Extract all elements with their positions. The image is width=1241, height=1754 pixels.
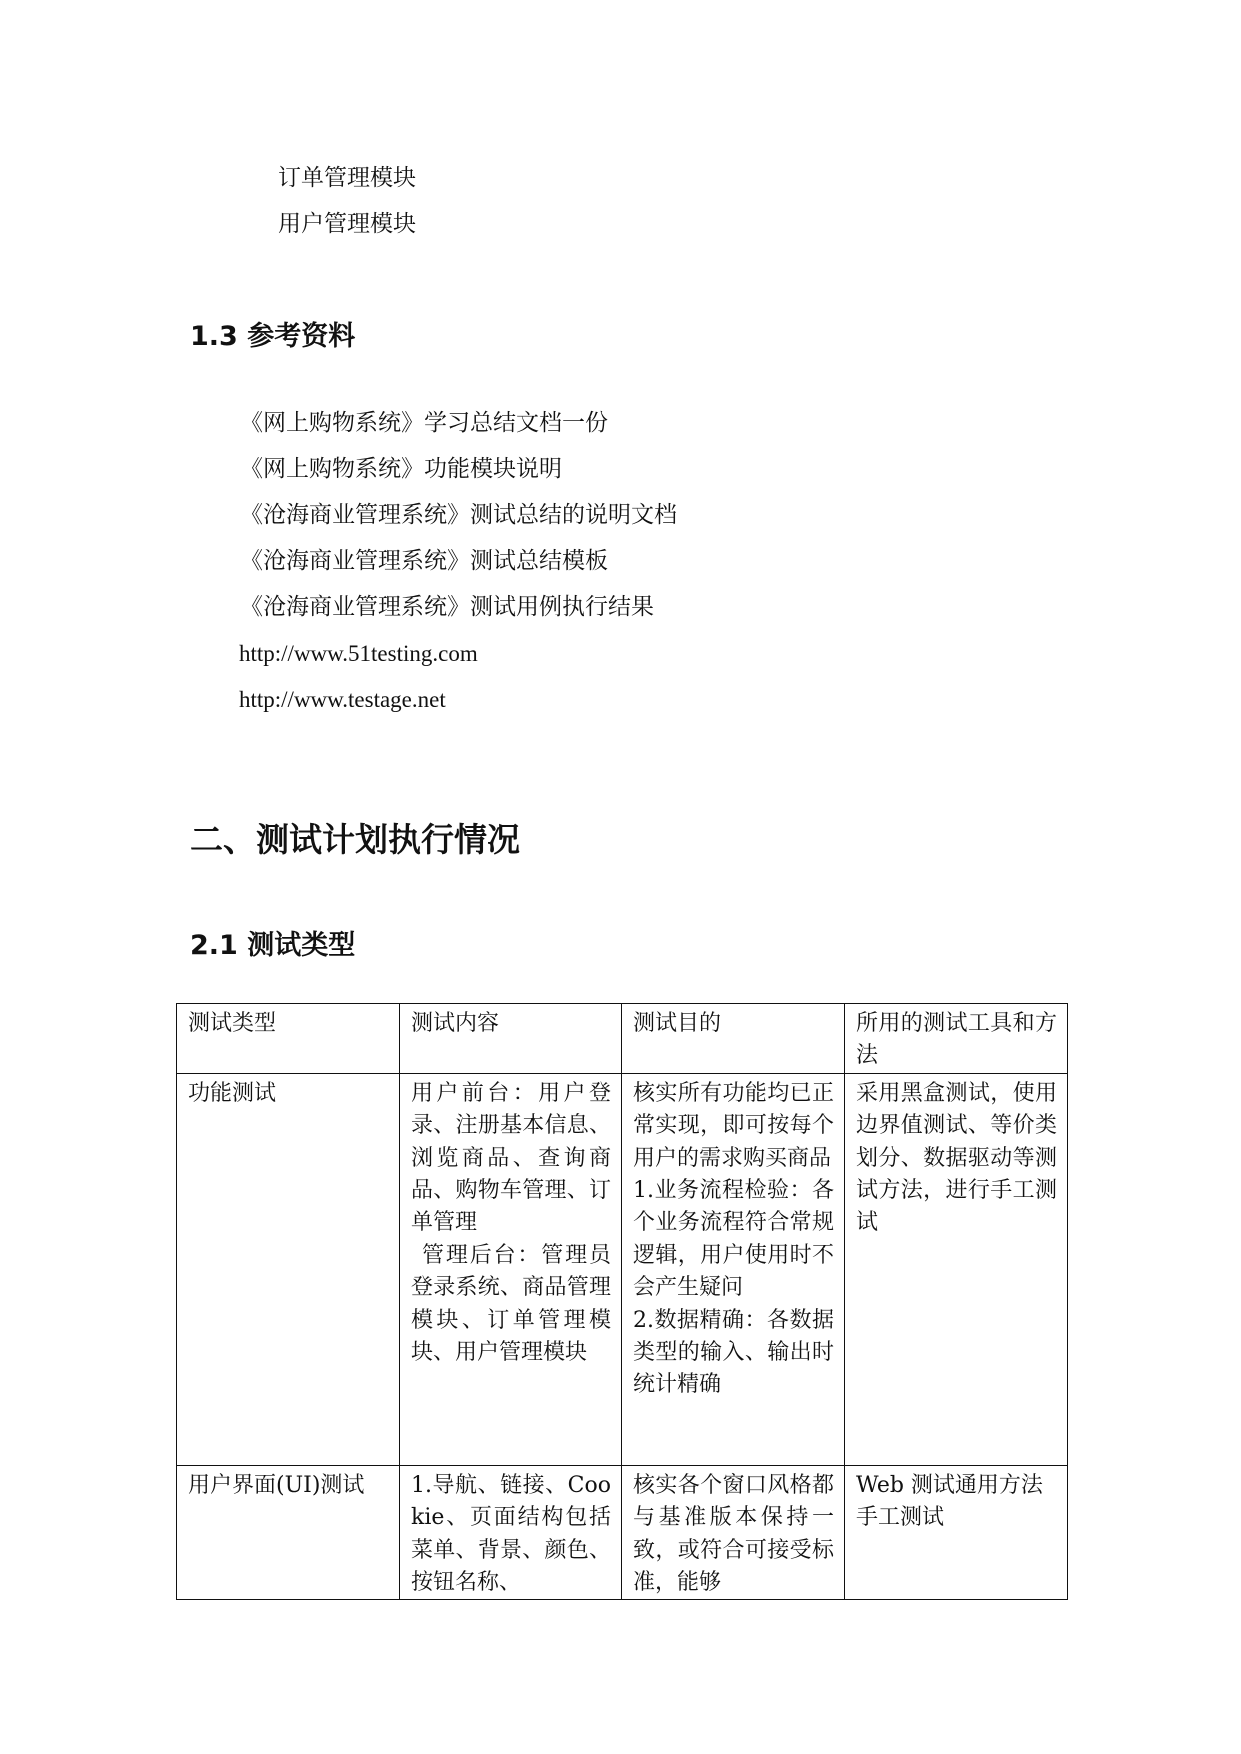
table-header-row <box>177 1004 1068 1074</box>
cell-content <box>400 1073 622 1465</box>
cell-type: 用户界面(UI)测试 <box>177 1465 400 1600</box>
cell-content <box>400 1465 622 1600</box>
reference-item: 《沧海商业管理系统》测试用例执行结果 <box>240 594 654 620</box>
table-row <box>177 1465 1068 1600</box>
reference-item: 《沧海商业管理系统》测试总结模板 <box>240 548 608 574</box>
cell-tools <box>845 1073 1068 1465</box>
table-row <box>177 1073 1068 1465</box>
cell-paragraph: 采用黑盒测试，使用边界值测试、等价类划分、数据驱动等测试方法，进行手工测试 <box>856 1080 1057 1236</box>
reference-item: 《网上购物系统》功能模块说明 <box>240 456 562 482</box>
cell-paragraph: Web 测试通用方法 <box>856 1472 1043 1498</box>
chapter-heading: 二、测试计划执行情况 <box>190 820 520 859</box>
section-heading-references: 1.3 参考资料 <box>190 321 356 352</box>
cell-paragraph: 手工测试 <box>856 1505 945 1531</box>
cell-paragraph: 核实各个窗口风格都与基准版本保持一致，或符合可接受标准，能够 <box>633 1472 834 1596</box>
cell-paragraph: 1.导航、链接、Cookie、页面结构包括菜单、背景、颜色、按钮名称、 <box>411 1472 611 1596</box>
cell-paragraph: 1.业务流程检验：各个业务流程符合常规逻辑，用户使用时不会产生疑问 <box>633 1178 834 1301</box>
header-cell-tools: 所用的测试工具和方法 <box>845 1004 1068 1074</box>
cell-paragraph: 用户前台：用户登录、注册基本信息、浏览商品、查询商品、购物车管理、订单管理 <box>411 1080 611 1236</box>
cell-purpose <box>622 1465 845 1600</box>
module-item-order: 订单管理模块 <box>278 165 416 191</box>
cell-tools <box>845 1465 1068 1600</box>
reference-link[interactable]: http://www.testage.net <box>239 687 446 712</box>
section-heading-test-types: 2.1 测试类型 <box>190 930 356 961</box>
reference-item: 《沧海商业管理系统》测试总结的说明文档 <box>240 502 677 528</box>
test-type-table <box>176 1003 1068 1600</box>
reference-link[interactable]: http://www.51testing.com <box>239 641 478 666</box>
cell-purpose <box>622 1073 845 1465</box>
cell-paragraph: 核实所有功能均已正常实现，即可按每个用户的需求购买商品 <box>633 1080 834 1171</box>
cell-type: 功能测试 <box>177 1073 400 1465</box>
cell-paragraph: 管理后台：管理员登录系统、商品管理模块、订单管理模块、用户管理模块 <box>411 1242 611 1366</box>
module-item-user: 用户管理模块 <box>278 211 416 237</box>
header-cell-type: 测试类型 <box>177 1004 400 1074</box>
header-cell-content: 测试内容 <box>400 1004 622 1074</box>
reference-item: 《网上购物系统》学习总结文档一份 <box>240 410 608 436</box>
cell-paragraph: 2.数据精确：各数据类型的输入、输出时统计精确 <box>633 1307 834 1398</box>
header-cell-purpose: 测试目的 <box>622 1004 845 1074</box>
